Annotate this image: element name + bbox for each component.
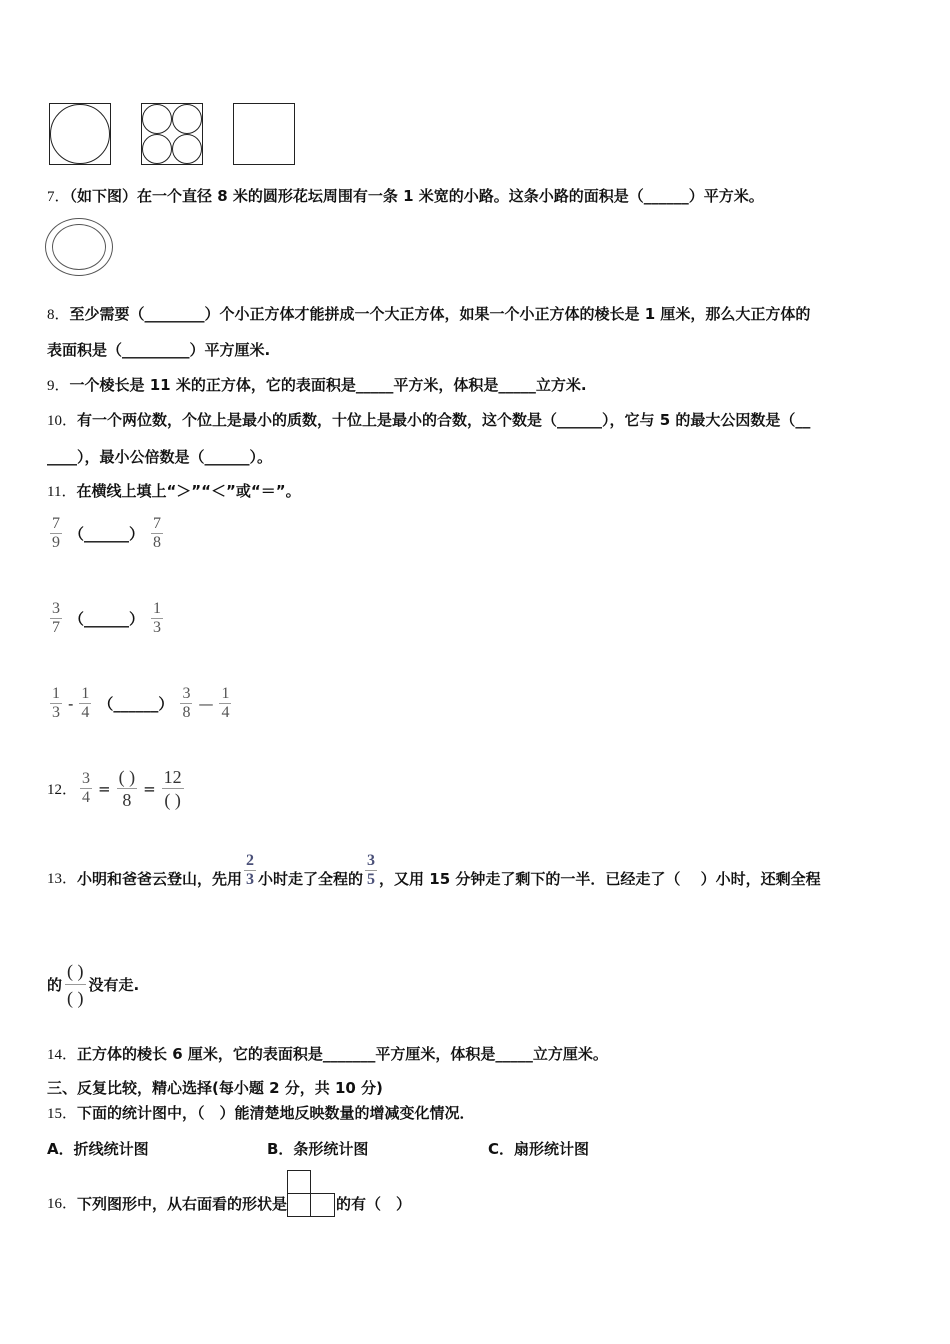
fraction: 3 8 <box>182 685 191 721</box>
option-a[interactable]: A．折线统计图 <box>47 1140 149 1158</box>
question-16: 16． 下列图形中，从右面看的形状是 的有（ ） <box>47 1170 411 1217</box>
question-9: 9．一个棱长是 11 米的正方体，它的表面积是_____平方米，体积是_____立方米. <box>47 376 587 394</box>
compare-row-1 <box>47 515 166 552</box>
fraction: 12 ( ) <box>163 767 182 810</box>
fraction: 1 3 <box>153 600 162 636</box>
question-11: 11．在横线上填上“＞”“＜”或“＝”。 <box>47 482 301 500</box>
minus-sign: — <box>198 694 214 713</box>
question-10-cont: ____），最小公倍数是（______）。 <box>47 448 273 466</box>
question-15: 15．下面的统计图中，（ ）能清楚地反映数量的增减变化情况． <box>47 1104 475 1122</box>
side-view-shape-figure <box>287 1170 336 1217</box>
question-14: 14．正方体的棱长 6 厘米，它的表面积是_______平方厘米，体积是_____立方厘米。 <box>47 1045 608 1063</box>
question-10: 10．有一个两位数，个位上是最小的质数，十位上是最小的合数，这个数是（______），它与 5 的最大公因数是（__ <box>47 411 811 429</box>
question-8: 8．至少需要（________）个小正方体才能拼成一个大正方体，如果一个小正方体的棱长是 1 厘米，那么大正方体的 <box>47 305 811 323</box>
fraction: $\frac{3}{4}$ <box>82 770 91 806</box>
fraction: 1 4 <box>221 685 230 721</box>
fraction: ( ) ( ) <box>65 958 86 1011</box>
compare-row-2 <box>47 600 166 637</box>
answer-blank[interactable]: （______） <box>69 525 145 543</box>
fraction: 3 5 <box>367 852 376 888</box>
question-13-cont: 的 ( ) ( ) 没有走. <box>47 958 139 1011</box>
fraction: 1 3 <box>52 685 60 721</box>
fraction: ( ) 8 <box>118 767 136 810</box>
minus-sign: - <box>68 694 74 713</box>
option-b[interactable]: B．条形统计图 <box>267 1140 369 1158</box>
compare-row-3 <box>47 685 234 722</box>
empty-square-figure <box>233 103 295 165</box>
fraction: 7 8 <box>153 515 162 551</box>
equals-sign: = <box>143 779 156 798</box>
fraction: 1 4 <box>81 685 90 721</box>
question-8-cont: 表面积是（_________）平方厘米. <box>47 341 271 359</box>
question-13: 13． 小明和爸爸云登山，先用 2 3 小时走了全程的 3 5 ，又用 15 分钟走了剩下的一半．已经走了（ ）小时，还剩全程 <box>47 852 821 888</box>
fraction: 3 7 <box>52 600 60 636</box>
fraction: 2 3 <box>246 852 255 888</box>
answer-blank[interactable]: （______） <box>98 695 174 713</box>
section-3-heading: 三、反复比较，精心选择(每小题 2 分，共 10 分) <box>47 1079 383 1097</box>
equals-sign: = <box>98 779 111 798</box>
answer-blank[interactable]: （______） <box>69 610 145 628</box>
fraction: 7 9 <box>52 515 60 551</box>
option-c[interactable]: C．扇形统计图 <box>488 1140 590 1158</box>
question-7: 7．（如下图）在一个直径 8 米的圆形花坛周围有一条 1 米宽的小路。这条小路的面积是（______）平方米。 <box>47 187 764 205</box>
question-12: 12． $\frac{3}{4}$ = ( ) 8 = 12 ( ) <box>47 767 182 810</box>
